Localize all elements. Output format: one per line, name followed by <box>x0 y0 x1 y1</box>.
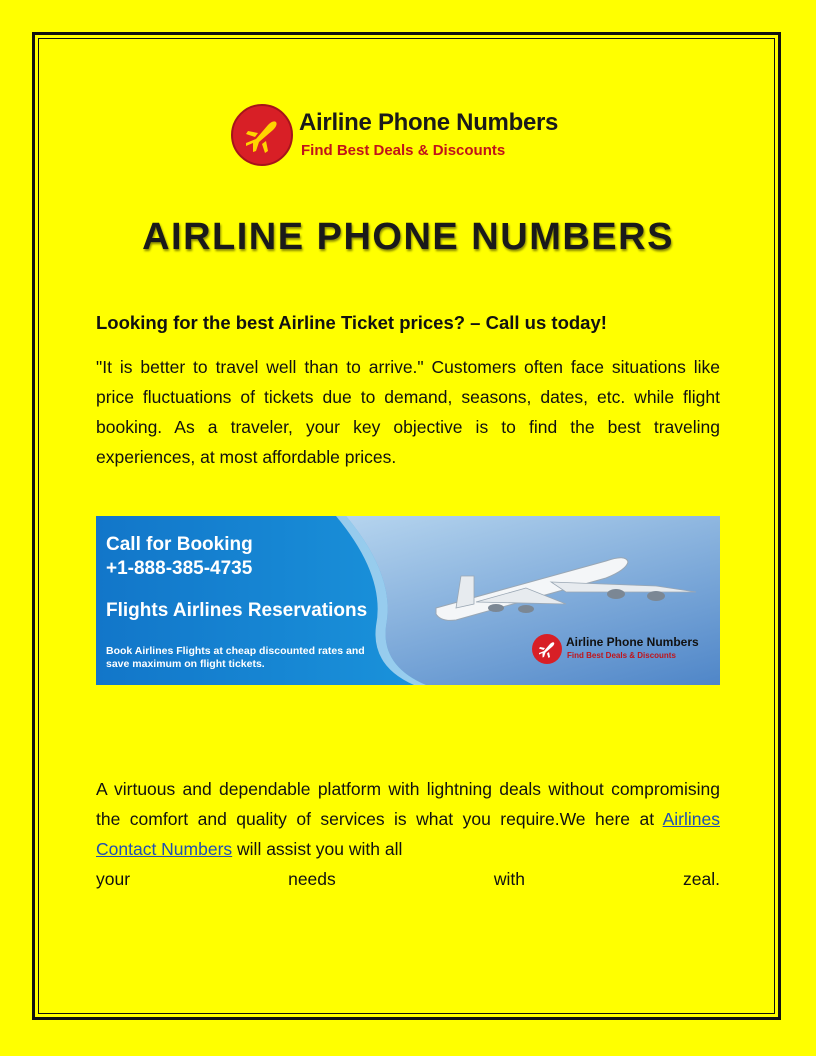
logo-title: Airline Phone Numbers <box>299 109 559 136</box>
closing-paragraph <box>96 774 720 894</box>
brand-logo <box>231 104 591 168</box>
closing-word: needs <box>288 869 336 889</box>
airplane-icon <box>231 104 293 166</box>
airlines-contact-numbers-link[interactable]: Airlines Contact Numbers <box>96 809 720 859</box>
closing-last-line <box>96 864 720 894</box>
closing-word: your <box>96 869 131 889</box>
banner-headline: Flights Airlines Reservations <box>106 600 368 621</box>
banner-logo-title: Airline Phone Numbers <box>566 635 699 649</box>
banner-description <box>106 645 365 671</box>
banner-call-label: Call for Booking <box>106 534 253 555</box>
logo-tagline: Find Best Deals & Discounts <box>301 142 506 159</box>
subheading: Looking for the best Airline Ticket prices? – Call us today! <box>96 312 607 333</box>
intro-paragraph: "It is better to travel well than to arrive." Customers often face situations like price fluctuations of tickets due to demand, seasons, dates, etc. while flight booking. As a traveler, your key objective is to find the best traveling experiences, at most affordable prices. <box>96 357 720 467</box>
banner-phone-number: +1-888-385-4735 <box>106 558 253 579</box>
airplane-icon <box>532 634 562 664</box>
page-title: AIRLINE PHONE NUMBERS <box>142 216 674 258</box>
closing-word: zeal. <box>683 869 720 889</box>
closing-text-before-link: A virtuous and dependable platform with lightning deals without compromising the comfort and quality of services is what you require.We here at <box>96 779 720 829</box>
banner-logo-tagline: Find Best Deals & Discounts <box>567 651 676 660</box>
banner-description-line-1: Book Airlines Flights at cheap discounted rates and <box>106 645 365 657</box>
banner-logo <box>532 632 720 666</box>
closing-text-after-link: will assist you with all <box>232 839 403 859</box>
closing-word: with <box>493 869 525 889</box>
banner-description-line-2: save maximum on flight tickets. <box>106 658 265 670</box>
booking-banner <box>96 516 720 685</box>
